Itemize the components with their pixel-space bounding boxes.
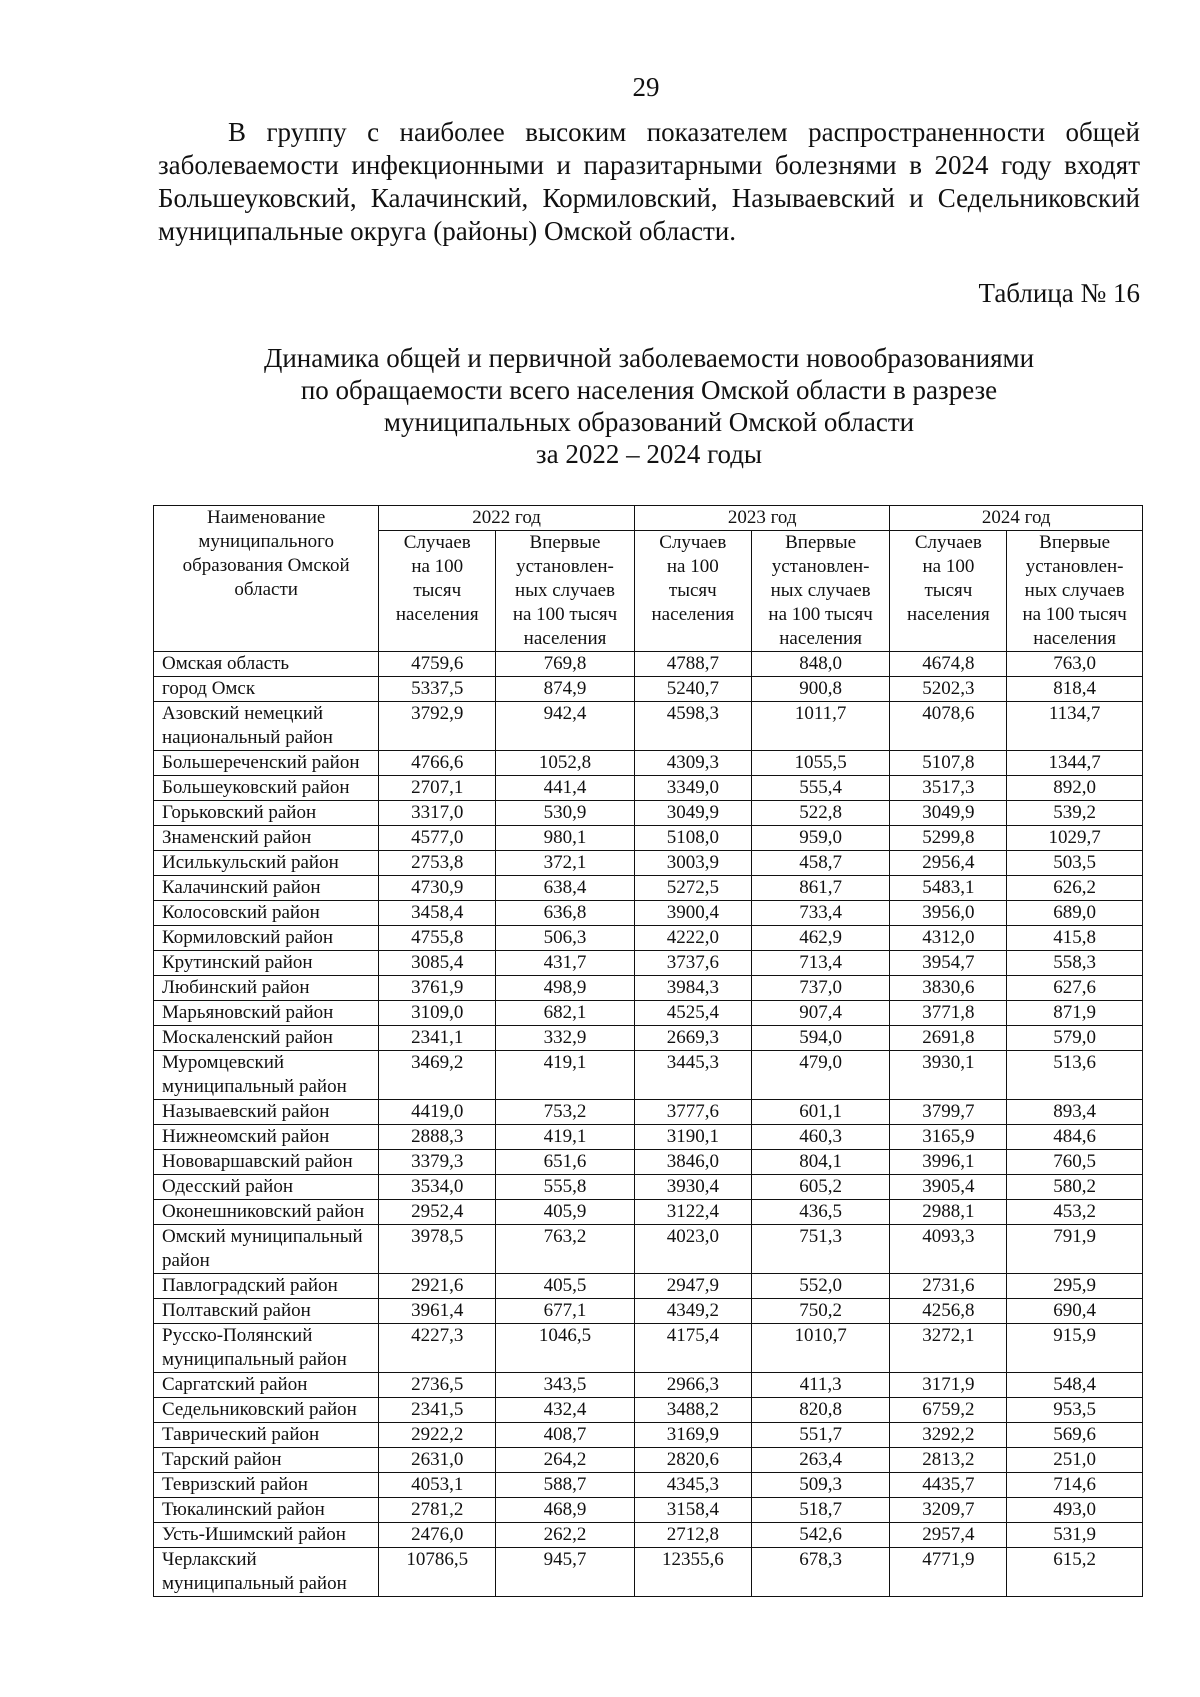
value-cell: 2341,5	[379, 1398, 496, 1423]
value-cell: 542,6	[751, 1523, 890, 1548]
value-cell: 10786,5	[379, 1548, 496, 1597]
table-title	[158, 342, 1140, 470]
value-cell: 4023,0	[634, 1225, 751, 1274]
value-cell: 4222,0	[634, 926, 751, 951]
value-cell: 3272,1	[890, 1324, 1007, 1373]
value-cell: 1029,7	[1007, 826, 1143, 851]
table-row	[154, 1299, 1143, 1324]
table-row	[154, 1100, 1143, 1125]
value-cell: 2753,8	[379, 851, 496, 876]
value-cell: 2957,4	[890, 1523, 1007, 1548]
value-cell: 3171,9	[890, 1373, 1007, 1398]
table-row	[154, 677, 1143, 702]
table-row	[154, 1498, 1143, 1523]
value-cell: 2731,6	[890, 1274, 1007, 1299]
value-cell: 569,6	[1007, 1423, 1143, 1448]
value-cell: 372,1	[496, 851, 635, 876]
value-cell: 580,2	[1007, 1175, 1143, 1200]
value-cell: 753,2	[496, 1100, 635, 1125]
municipality-name: город Омск	[154, 677, 379, 702]
municipality-name: Полтавский район	[154, 1299, 379, 1324]
value-cell: 804,1	[751, 1150, 890, 1175]
value-cell: 3996,1	[890, 1150, 1007, 1175]
value-cell: 3049,9	[634, 801, 751, 826]
value-cell: 689,0	[1007, 901, 1143, 926]
table-row	[154, 1225, 1143, 1274]
value-cell: 2921,6	[379, 1274, 496, 1299]
table-row	[154, 1125, 1143, 1150]
value-cell: 605,2	[751, 1175, 890, 1200]
table-row	[154, 1200, 1143, 1225]
value-cell: 3799,7	[890, 1100, 1007, 1125]
value-cell: 3978,5	[379, 1225, 496, 1274]
table-row	[154, 876, 1143, 901]
municipality-name: Тарский район	[154, 1448, 379, 1473]
value-cell: 760,5	[1007, 1150, 1143, 1175]
header-cases: Случаев на 100 тысяч населения	[634, 531, 751, 652]
value-cell: 419,1	[496, 1051, 635, 1100]
value-cell: 4755,8	[379, 926, 496, 951]
value-cell: 4053,1	[379, 1473, 496, 1498]
value-cell: 5272,5	[634, 876, 751, 901]
value-cell: 4766,6	[379, 751, 496, 776]
value-cell: 893,4	[1007, 1100, 1143, 1125]
municipality-name: Русско-Полянский муниципальный район	[154, 1324, 379, 1373]
value-cell: 4788,7	[634, 652, 751, 677]
header-year-2024: 2024 год	[890, 506, 1143, 531]
table-row	[154, 751, 1143, 776]
value-cell: 411,3	[751, 1373, 890, 1398]
header-year-2022: 2022 год	[379, 506, 635, 531]
header-cases: Случаев на 100 тысяч населения	[890, 531, 1007, 652]
value-cell: 479,0	[751, 1051, 890, 1100]
value-cell: 548,4	[1007, 1373, 1143, 1398]
table-row	[154, 951, 1143, 976]
value-cell: 539,2	[1007, 801, 1143, 826]
value-cell: 2947,9	[634, 1274, 751, 1299]
municipality-name: Таврический район	[154, 1423, 379, 1448]
header-first-cases: Впервые установлен- ных случаев на 100 тысяч населения	[496, 531, 635, 652]
value-cell: 3777,6	[634, 1100, 751, 1125]
value-cell: 4419,0	[379, 1100, 496, 1125]
value-cell: 678,3	[751, 1548, 890, 1597]
municipality-name: Знаменский район	[154, 826, 379, 851]
table-title-line: Динамика общей и первичной заболеваемости новообразованиями	[263, 343, 1035, 373]
municipality-name: Одесский район	[154, 1175, 379, 1200]
value-cell: 2476,0	[379, 1523, 496, 1548]
municipality-name: Усть-Ишимский район	[154, 1523, 379, 1548]
value-cell: 503,5	[1007, 851, 1143, 876]
value-cell: 3209,7	[890, 1498, 1007, 1523]
value-cell: 3488,2	[634, 1398, 751, 1423]
value-cell: 980,1	[496, 826, 635, 851]
value-cell: 4730,9	[379, 876, 496, 901]
municipality-name: Крутинский район	[154, 951, 379, 976]
value-cell: 552,0	[751, 1274, 890, 1299]
value-cell: 874,9	[496, 677, 635, 702]
value-cell: 714,6	[1007, 1473, 1143, 1498]
value-cell: 4435,7	[890, 1473, 1007, 1498]
value-cell: 3846,0	[634, 1150, 751, 1175]
value-cell: 3158,4	[634, 1498, 751, 1523]
value-cell: 3190,1	[634, 1125, 751, 1150]
value-cell: 791,9	[1007, 1225, 1143, 1274]
value-cell: 251,0	[1007, 1448, 1143, 1473]
value-cell: 441,4	[496, 776, 635, 801]
value-cell: 4093,3	[890, 1225, 1007, 1274]
municipality-name: Называевский район	[154, 1100, 379, 1125]
value-cell: 419,1	[496, 1125, 635, 1150]
value-cell: 3930,1	[890, 1051, 1007, 1100]
value-cell: 12355,6	[634, 1548, 751, 1597]
value-cell: 458,7	[751, 851, 890, 876]
header-municipality: Наименование муниципального образования Омской области	[154, 506, 379, 652]
value-cell: 2712,8	[634, 1523, 751, 1548]
table-row	[154, 826, 1143, 851]
value-cell: 343,5	[496, 1373, 635, 1398]
value-cell: 713,4	[751, 951, 890, 976]
value-cell: 415,8	[1007, 926, 1143, 951]
value-cell: 942,4	[496, 702, 635, 751]
value-cell: 2781,2	[379, 1498, 496, 1523]
value-cell: 3003,9	[634, 851, 751, 876]
municipality-name: Марьяновский район	[154, 1001, 379, 1026]
value-cell: 5299,8	[890, 826, 1007, 851]
value-cell: 2631,0	[379, 1448, 496, 1473]
value-cell: 682,1	[496, 1001, 635, 1026]
value-cell: 3469,2	[379, 1051, 496, 1100]
value-cell: 2341,1	[379, 1026, 496, 1051]
value-cell: 3956,0	[890, 901, 1007, 926]
value-cell: 737,0	[751, 976, 890, 1001]
table-row	[154, 1473, 1143, 1498]
value-cell: 848,0	[751, 652, 890, 677]
value-cell: 3534,0	[379, 1175, 496, 1200]
value-cell: 1011,7	[751, 702, 890, 751]
value-cell: 651,6	[496, 1150, 635, 1175]
value-cell: 2888,3	[379, 1125, 496, 1150]
intro-paragraph: В группу с наиболее высоким показателем распространенности общей заболеваемости инфекционными и паразитарными болезнями в 2024 году входят Большеуковский, Калачинский, Кормиловский, Называевский и Седельниковский муниципальные округа (районы) Омской области.	[158, 117, 1140, 246]
value-cell: 3085,4	[379, 951, 496, 976]
value-cell: 945,7	[496, 1548, 635, 1597]
value-cell: 3930,4	[634, 1175, 751, 1200]
value-cell: 601,1	[751, 1100, 890, 1125]
table-row	[154, 801, 1143, 826]
value-cell: 462,9	[751, 926, 890, 951]
table-row	[154, 1026, 1143, 1051]
value-cell: 4598,3	[634, 702, 751, 751]
value-cell: 2966,3	[634, 1373, 751, 1398]
value-cell: 3049,9	[890, 801, 1007, 826]
table-label: Таблица № 16	[978, 278, 1140, 308]
municipality-name: Омский муниципальный район	[154, 1225, 379, 1274]
value-cell: 1134,7	[1007, 702, 1143, 751]
header-first-cases: Впервые установлен- ных случаев на 100 тысяч населения	[751, 531, 890, 652]
value-cell: 3122,4	[634, 1200, 751, 1225]
value-cell: 861,7	[751, 876, 890, 901]
table-title-line: за 2022 – 2024 годы	[535, 439, 763, 469]
municipality-name: Любинский район	[154, 976, 379, 1001]
value-cell: 818,4	[1007, 677, 1143, 702]
municipality-name: Саргатский район	[154, 1373, 379, 1398]
value-cell: 2707,1	[379, 776, 496, 801]
value-cell: 4345,3	[634, 1473, 751, 1498]
value-cell: 3165,9	[890, 1125, 1007, 1150]
value-cell: 555,8	[496, 1175, 635, 1200]
table-row	[154, 1548, 1143, 1597]
value-cell: 2922,2	[379, 1423, 496, 1448]
value-cell: 3379,3	[379, 1150, 496, 1175]
value-cell: 750,2	[751, 1299, 890, 1324]
table-row	[154, 1051, 1143, 1100]
value-cell: 1010,7	[751, 1324, 890, 1373]
value-cell: 3900,4	[634, 901, 751, 926]
table-row	[154, 1274, 1143, 1299]
value-cell: 262,2	[496, 1523, 635, 1548]
value-cell: 2956,4	[890, 851, 1007, 876]
value-cell: 5337,5	[379, 677, 496, 702]
value-cell: 531,9	[1007, 1523, 1143, 1548]
value-cell: 4309,3	[634, 751, 751, 776]
table-row	[154, 652, 1143, 677]
value-cell: 3961,4	[379, 1299, 496, 1324]
value-cell: 5483,1	[890, 876, 1007, 901]
value-cell: 769,8	[496, 652, 635, 677]
table-row	[154, 776, 1143, 801]
table-title-line: муниципальных образований Омской области	[383, 407, 915, 437]
value-cell: 733,4	[751, 901, 890, 926]
table-row	[154, 901, 1143, 926]
municipality-name: Большеуковский район	[154, 776, 379, 801]
municipality-name: Тюкалинский район	[154, 1498, 379, 1523]
value-cell: 3445,3	[634, 1051, 751, 1100]
value-cell: 3458,4	[379, 901, 496, 926]
value-cell: 4525,4	[634, 1001, 751, 1026]
municipality-name: Кормиловский район	[154, 926, 379, 951]
value-cell: 4078,6	[890, 702, 1007, 751]
value-cell: 4759,6	[379, 652, 496, 677]
value-cell: 264,2	[496, 1448, 635, 1473]
value-cell: 4256,8	[890, 1299, 1007, 1324]
value-cell: 579,0	[1007, 1026, 1143, 1051]
value-cell: 3761,9	[379, 976, 496, 1001]
value-cell: 493,0	[1007, 1498, 1143, 1523]
table-row	[154, 1373, 1143, 1398]
value-cell: 3292,2	[890, 1423, 1007, 1448]
value-cell: 431,7	[496, 951, 635, 976]
municipality-name: Большереченский район	[154, 751, 379, 776]
value-cell: 513,6	[1007, 1051, 1143, 1100]
value-cell: 763,0	[1007, 652, 1143, 677]
value-cell: 1052,8	[496, 751, 635, 776]
value-cell: 3771,8	[890, 1001, 1007, 1026]
value-cell: 4771,9	[890, 1548, 1007, 1597]
value-cell: 518,7	[751, 1498, 890, 1523]
value-cell: 763,2	[496, 1225, 635, 1274]
value-cell: 4227,3	[379, 1324, 496, 1373]
value-cell: 4674,8	[890, 652, 1007, 677]
value-cell: 4312,0	[890, 926, 1007, 951]
value-cell: 3792,9	[379, 702, 496, 751]
value-cell: 498,9	[496, 976, 635, 1001]
value-cell: 2736,5	[379, 1373, 496, 1398]
municipality-name: Исилькульский район	[154, 851, 379, 876]
value-cell: 408,7	[496, 1423, 635, 1448]
value-cell: 2669,3	[634, 1026, 751, 1051]
value-cell: 436,5	[751, 1200, 890, 1225]
table-row	[154, 702, 1143, 751]
municipality-name: Горьковский район	[154, 801, 379, 826]
table-row	[154, 1150, 1143, 1175]
value-cell: 263,4	[751, 1448, 890, 1473]
municipality-name: Нижнеомский район	[154, 1125, 379, 1150]
value-cell: 588,7	[496, 1473, 635, 1498]
table-row	[154, 1423, 1143, 1448]
value-cell: 594,0	[751, 1026, 890, 1051]
value-cell: 522,8	[751, 801, 890, 826]
table-row	[154, 1523, 1143, 1548]
municipality-name: Нововаршавский район	[154, 1150, 379, 1175]
value-cell: 3109,0	[379, 1001, 496, 1026]
value-cell: 405,5	[496, 1274, 635, 1299]
value-cell: 2952,4	[379, 1200, 496, 1225]
value-cell: 2691,8	[890, 1026, 1007, 1051]
value-cell: 3954,7	[890, 951, 1007, 976]
table-row	[154, 851, 1143, 876]
municipality-name: Седельниковский район	[154, 1398, 379, 1423]
value-cell: 4349,2	[634, 1299, 751, 1324]
value-cell: 959,0	[751, 826, 890, 851]
value-cell: 900,8	[751, 677, 890, 702]
header-year-2023: 2023 год	[634, 506, 890, 531]
table-row	[154, 1324, 1143, 1373]
value-cell: 3905,4	[890, 1175, 1007, 1200]
value-cell: 690,4	[1007, 1299, 1143, 1324]
value-cell: 332,9	[496, 1026, 635, 1051]
value-cell: 2988,1	[890, 1200, 1007, 1225]
value-cell: 558,3	[1007, 951, 1143, 976]
table-row	[154, 976, 1143, 1001]
value-cell: 871,9	[1007, 1001, 1143, 1026]
value-cell: 4175,4	[634, 1324, 751, 1373]
value-cell: 4577,0	[379, 826, 496, 851]
value-cell: 555,4	[751, 776, 890, 801]
value-cell: 468,9	[496, 1498, 635, 1523]
header-first-cases: Впервые установлен- ных случаев на 100 тысяч населения	[1007, 531, 1143, 652]
value-cell: 2813,2	[890, 1448, 1007, 1473]
value-cell: 2820,6	[634, 1448, 751, 1473]
value-cell: 460,3	[751, 1125, 890, 1150]
value-cell: 484,6	[1007, 1125, 1143, 1150]
value-cell: 6759,2	[890, 1398, 1007, 1423]
value-cell: 3984,3	[634, 976, 751, 1001]
municipality-name: Колосовский район	[154, 901, 379, 926]
value-cell: 551,7	[751, 1423, 890, 1448]
value-cell: 953,5	[1007, 1398, 1143, 1423]
value-cell: 506,3	[496, 926, 635, 951]
morbidity-table	[153, 505, 1143, 1597]
value-cell: 405,9	[496, 1200, 635, 1225]
value-cell: 5108,0	[634, 826, 751, 851]
table-header-row	[154, 506, 1143, 531]
municipality-name: Оконешниковский район	[154, 1200, 379, 1225]
value-cell: 627,6	[1007, 976, 1143, 1001]
municipality-name: Калачинский район	[154, 876, 379, 901]
table-row	[154, 1398, 1143, 1423]
value-cell: 5202,3	[890, 677, 1007, 702]
table-row	[154, 1175, 1143, 1200]
municipality-name: Москаленский район	[154, 1026, 379, 1051]
value-cell: 751,3	[751, 1225, 890, 1274]
header-cases: Случаев на 100 тысяч населения	[379, 531, 496, 652]
value-cell: 1344,7	[1007, 751, 1143, 776]
value-cell: 3317,0	[379, 801, 496, 826]
value-cell: 3169,9	[634, 1423, 751, 1448]
value-cell: 3349,0	[634, 776, 751, 801]
value-cell: 3517,3	[890, 776, 1007, 801]
value-cell: 1046,5	[496, 1324, 635, 1373]
municipality-name: Черлакский муниципальный район	[154, 1548, 379, 1597]
value-cell: 5240,7	[634, 677, 751, 702]
value-cell: 907,4	[751, 1001, 890, 1026]
municipality-name: Тевризский район	[154, 1473, 379, 1498]
table-body	[154, 652, 1143, 1597]
value-cell: 295,9	[1007, 1274, 1143, 1299]
value-cell: 530,9	[496, 801, 635, 826]
municipality-name: Муромцевский муниципальный район	[154, 1051, 379, 1100]
value-cell: 820,8	[751, 1398, 890, 1423]
table-row	[154, 1448, 1143, 1473]
value-cell: 3830,6	[890, 976, 1007, 1001]
table-row	[154, 926, 1143, 951]
value-cell: 677,1	[496, 1299, 635, 1324]
municipality-name: Омская область	[154, 652, 379, 677]
municipality-name: Павлоградский район	[154, 1274, 379, 1299]
page-number: 29	[632, 72, 660, 102]
value-cell: 453,2	[1007, 1200, 1143, 1225]
value-cell: 509,3	[751, 1473, 890, 1498]
value-cell: 626,2	[1007, 876, 1143, 901]
municipality-name: Азовский немецкий национальный район	[154, 702, 379, 751]
value-cell: 636,8	[496, 901, 635, 926]
value-cell: 5107,8	[890, 751, 1007, 776]
value-cell: 1055,5	[751, 751, 890, 776]
value-cell: 638,4	[496, 876, 635, 901]
value-cell: 892,0	[1007, 776, 1143, 801]
table-title-line: по обращаемости всего населения Омской области в разрезе	[300, 375, 998, 405]
value-cell: 615,2	[1007, 1548, 1143, 1597]
table-row	[154, 1001, 1143, 1026]
value-cell: 915,9	[1007, 1324, 1143, 1373]
value-cell: 3737,6	[634, 951, 751, 976]
value-cell: 432,4	[496, 1398, 635, 1423]
